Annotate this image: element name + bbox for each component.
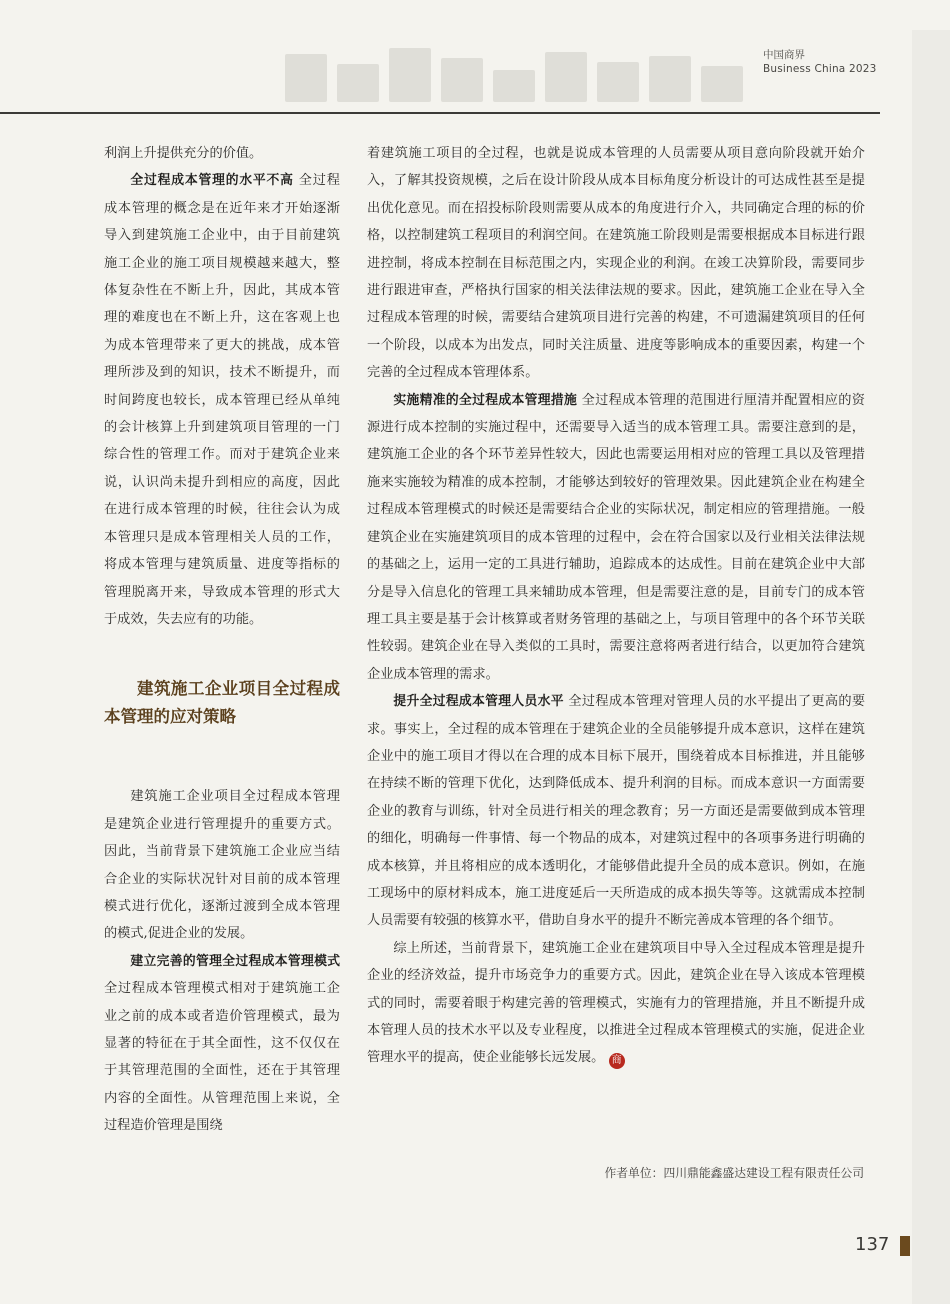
magazine-masthead — [763, 48, 913, 76]
author-affiliation: 作者单位：四川鼎能鑫盛达建设工程有限责任公司 — [604, 1166, 864, 1180]
right-column — [367, 140, 865, 1072]
magazine-name-en: Business China 2023 — [763, 63, 877, 75]
paragraph-text: 全过程成本管理的概念是在近年来才开始逐渐导入到建筑施工企业中，由于目前建筑施工企业的施工项目规模越来越大，整体复杂性在不断上升，因此，其成本管理的难度也在不断上升，这在客观上也为成本管理带来了更大的挑战，成本管理所涉及到的知识，技术不断提升，而时间跨度也较长，成本管理已经从单纯的会计核算上升到建筑项目管理的一门综合性的管理工作。而对于建筑企业来说，认识尚未提升到相应的高度，因此在进行成本管理的时候，往往会认为成本管理只是成本管理相关人员的工作，将成本管理与建筑质量、进度等指标的管理脱离开来，导致成本管理的形式大于成效，失去应有的功能。 — [104, 173, 340, 627]
header-divider — [0, 112, 880, 114]
left-column — [104, 140, 340, 1140]
paragraph-text: 综上所述，当前背景下，建筑施工企业在建筑项目中导入全过程成本管理是提升企业的经济效益，提升市场竞争力的重要方式。因此，建筑企业在导入该成本管理模式的同时，需要着眼于构建完善的管理模式，实施有力的管理措施，并且不断提升成本管理人员的技术水平以及专业程度，以推进全过程成本管理模式的实施，促进企业管理水平的提高，使企业能够长远发展。 — [367, 940, 865, 1066]
paragraph: 着建筑施工项目的全过程，也就是说成本管理的人员需要从项目意向阶段就开始介入，了解其投资规模，之后在设计阶段从成本目标角度分析设计的可达成性甚至是提出优化意见。而在招投标阶段则需要从成本的角度进行介入，共同确定合理的标的价格，以控制建筑工程项目的利润空间。在建筑施工阶段则是需要根据成本目标进行跟进控制，将成本控制在目标范围之内，实现企业的利润。在竣工决算阶段，需要同步进行跟进审查，严格执行国家的相关法律法规的要求。因此，建筑施工企业在导入全过程成本管理的时候，需要结合建筑项目进行完善的构建，不可遗漏建筑项目的任何一个阶段，以成本为出发点，同时关注质量、进度等影响成本的重要因素，构建一个完善的全过程成本管理体系。 — [367, 146, 865, 381]
page-number-marker — [900, 1236, 910, 1256]
paragraph-lead-heading: 实施精准的全过程成本管理措施 — [393, 392, 578, 408]
paragraph — [104, 167, 340, 633]
magazine-name-cn: 中国商界 — [763, 49, 805, 61]
paragraph-text: 全过程成本管理的范围进行厘清并配置相应的资源进行成本控制的实施过程中，还需要导入适当的成本管理工具。需要注意到的是，建筑施工企业的各个环节差异性较大，因此也需要运用相对应的管理工具以及管理措施来实施较为精准的成本控制，才能够达到较好的管理效果。因此建筑企业在构建全过程成本管理模式的时候还是需要结合企业的实际状况，制定相应的管理措施。一般建筑企业在实施建筑项目的成本管理的过程中，会在符合国家以及行业相关法律法规的基础之上，运用一定的工具进行辅助，追踪成本的达成性。目前在建筑企业中大部分是导入信息化的管理工具来辅助成本管理，但是需要注意的是，目前专门的成本管理工具主要是基于会计核算或者财务管理的基础之上，与项目管理中的各个环节关联性较弱。建筑企业在导入类似的工具时，需要注意将两者进行结合，以更加符合建筑企业成本管理的需求。 — [367, 392, 865, 682]
section-title: 建筑施工企业项目全过程成本管理的应对策略 — [104, 679, 340, 727]
paragraph-lead-heading: 提升全过程成本管理人员水平 — [393, 694, 564, 710]
paragraph-text: 全过程成本管理对管理人员的水平提出了更高的要求。事实上，全过程的成本管理在于建筑企业的全员能够提升成本意识，这样在建筑企业中的施工项目才得以在合理的成本目标下展开，围绕着成本目标推进，并且能够在持续不断的管理下优化，达到降低成本、提升利润的目标。而成本意识一方面需要企业的教育与训练，针对全员进行相关的理念教育；另一方面还是需要做到成本管理的细化，明确每一件事情、每一个物品的成本，对建筑过程中的各项事务进行明确的成本核算，并且将相应的成本透明化，才能够借此提升全员的成本意识。例如，在施工现场中的原材料成本，施工进度延后一天所造成的成本损失等等。这就需成本控制人员需要有较强的核算水平，借助自身水平的提升不断完善成本管理的各个细节。 — [367, 694, 866, 929]
paragraph — [367, 387, 865, 688]
article-end-icon: 商 — [609, 1053, 625, 1069]
header-decorative-title — [285, 40, 755, 102]
paragraph-lead-heading: 全过程成本管理的水平不高 — [130, 173, 294, 189]
paragraph: 建筑施工企业项目全过程成本管理是建筑企业进行管理提升的重要方式。因此，当前背景下建筑施工企业应当结合企业的实际状况针对目前的成本管理模式进行优化，逐渐过渡到全成本管理的模式,促进企业的发展。 — [104, 789, 340, 942]
paragraph-text: 全过程成本管理模式相对于建筑施工企业之前的成本或者造价管理模式，最为显著的特征在于其全面性，这不仅仅在于其管理范围的全面性，还在于其管理内容的全面性。从管理范围上来说，全过程造价管理是围绕 — [104, 981, 340, 1134]
paragraph: 利润上升提供充分的价值。 — [104, 146, 263, 161]
page-edge — [912, 30, 950, 1304]
page-number: 137 — [855, 1234, 890, 1255]
paragraph-lead-heading: 建立完善的管理全过程成本管理模式 — [130, 953, 340, 969]
paragraph — [104, 948, 340, 1140]
paragraph — [367, 688, 865, 935]
paragraph — [367, 935, 865, 1072]
